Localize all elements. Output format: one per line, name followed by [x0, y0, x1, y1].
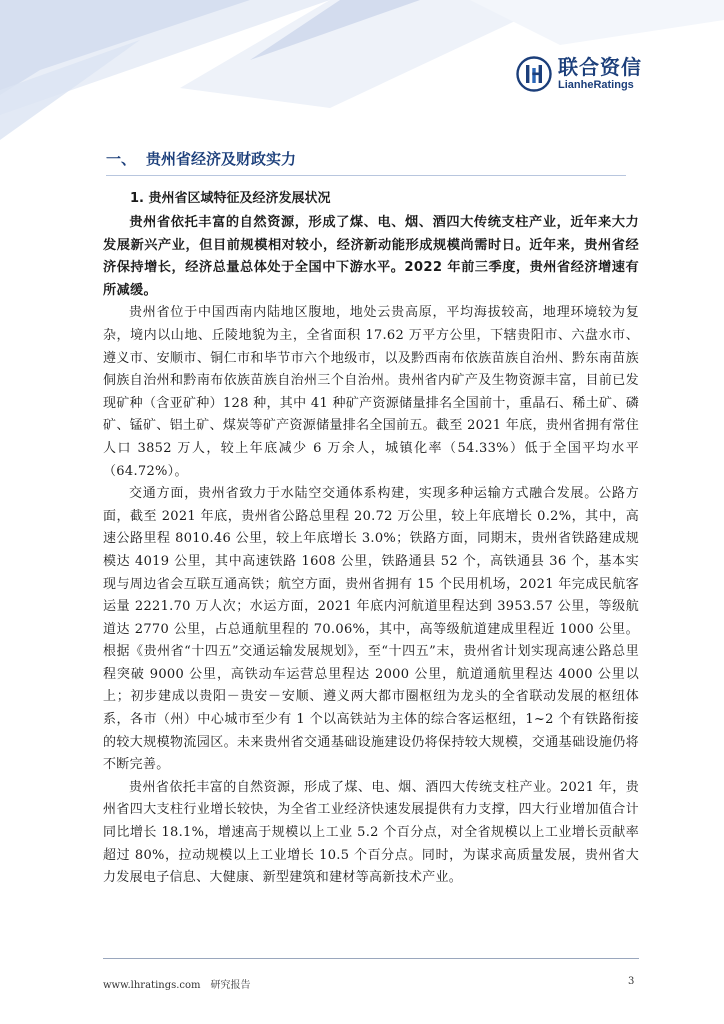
- footer-info: [103, 976, 251, 991]
- footer-report-type: 研究报告: [210, 980, 251, 991]
- subsection-heading: 1. 贵州省区域特征及经济发展状况: [130, 191, 331, 206]
- section-number: 一、: [106, 150, 137, 168]
- page-number: 3: [628, 976, 635, 987]
- brand-logo: [516, 56, 642, 92]
- lianhe-logo-icon: [516, 56, 552, 92]
- footer-divider: [103, 958, 639, 959]
- footer-website: www.lhratings.com: [103, 980, 201, 991]
- section-heading: [106, 148, 626, 176]
- body-content: [103, 212, 639, 890]
- body-paragraph-geography: 贵州省位于中国西南内陆地区腹地，地处云贵高原，平均海拔较高，地理环境较为复杂，境内以山地、丘陵地貌为主，全省面积 17.62 万平方公里，下辖贵阳市、六盘水市、遵义市、安顺市、铜仁市和毕节市六个地级市，以及黔西南布依族苗族自治州、黔东南苗族侗族自治州和黔南布依族苗族自治州三个自治州。贵州省内矿产及生物资源丰富，目前已发现矿种（含亚矿种）128 种，其中 41 种矿产资源储量排名全国前十，重晶石、稀土矿、磷矿、锰矿、铝土矿、煤炭等矿产资源储量排名全国前五。截至 2021 年底，贵州省拥有常住人口 3852 万人，较上年底减少 6 万余人，城镇化率（54.33%）低于全国平均水平（64.72%）。: [103, 305, 639, 479]
- logo-chinese-name: 联合资信: [558, 55, 642, 79]
- body-paragraph-transport: 交通方面，贵州省致力于水陆空交通体系构建，实现多种运输方式融合发展。公路方面，截至 2021 年底，贵州省公路总里程 20.72 万公里，较上年底增长 0.2%，其中，高速公路里程 8010.46 公里，较上年底增长 3.0%；铁路方面，同期末，贵州省铁路建成规模达 4019 公里，其中高速铁路 1608 公里，铁路通县 52 个，高铁通县 36 个，基本实现与周边省会互联互通高铁；航空方面，贵州省拥有 15 个民用机场，2021 年完成民航客运量 2221.70 万人次；水运方面，2021 年底内河航道里程达到 3953.57 公里，等级航道达 2770 公里，占总通航里程的 70.06%，其中，高等级航道建成里程近 1000 公里。根据《贵州省“十四五”交通运输发展规划》，至“十四五”末，贵州省计划实现高速公路总里程突破 9000 公里，高铁动车运营总里程达 2000 公里，航道通航里程达 4000 公里以上；初步建成以贵阳－贵安－安顺、遵义两大都市圈枢纽为龙头的全省联动发展的枢纽体系，各市（州）中心城市至少有 1 个以高铁站为主体的综合客运枢纽，1~2 个有铁路衔接的较大规模物流园区。未来贵州省交通基础设施建设仍将保持较大规模，交通基础设施仍将不断完善。: [103, 486, 639, 773]
- section-title: 贵州省经济及财政实力: [146, 150, 297, 168]
- body-paragraph-industry: 贵州省依托丰富的自然资源，形成了煤、电、烟、酒四大传统支柱产业。2021 年，贵州省四大支柱行业增长较快，为全省工业经济快速发展提供有力支撑，四大行业增加值合计同比增长 18.1%，增速高于规模以上工业 5.2 个百分点，对全省规模以上工业增长贡献率超过 80%，拉动规模以上工业增长 10.5 个百分点。同时，为谋求高质量发展，贵州省大力发展电子信息、大健康、新型建筑和建材等高新技术产业。: [103, 779, 639, 886]
- summary-paragraph: 贵州省依托丰富的自然资源，形成了煤、电、烟、酒四大传统支柱产业，近年来大力发展新兴产业，但目前规模相对较小，经济新动能形成规模尚需时日。近年来，贵州省经济保持增长，经济总量总体处于全国中下游水平。2022 年前三季度，贵州省经济增速有所减缓。: [103, 215, 639, 298]
- logo-english-name: LianheRatings: [558, 79, 634, 91]
